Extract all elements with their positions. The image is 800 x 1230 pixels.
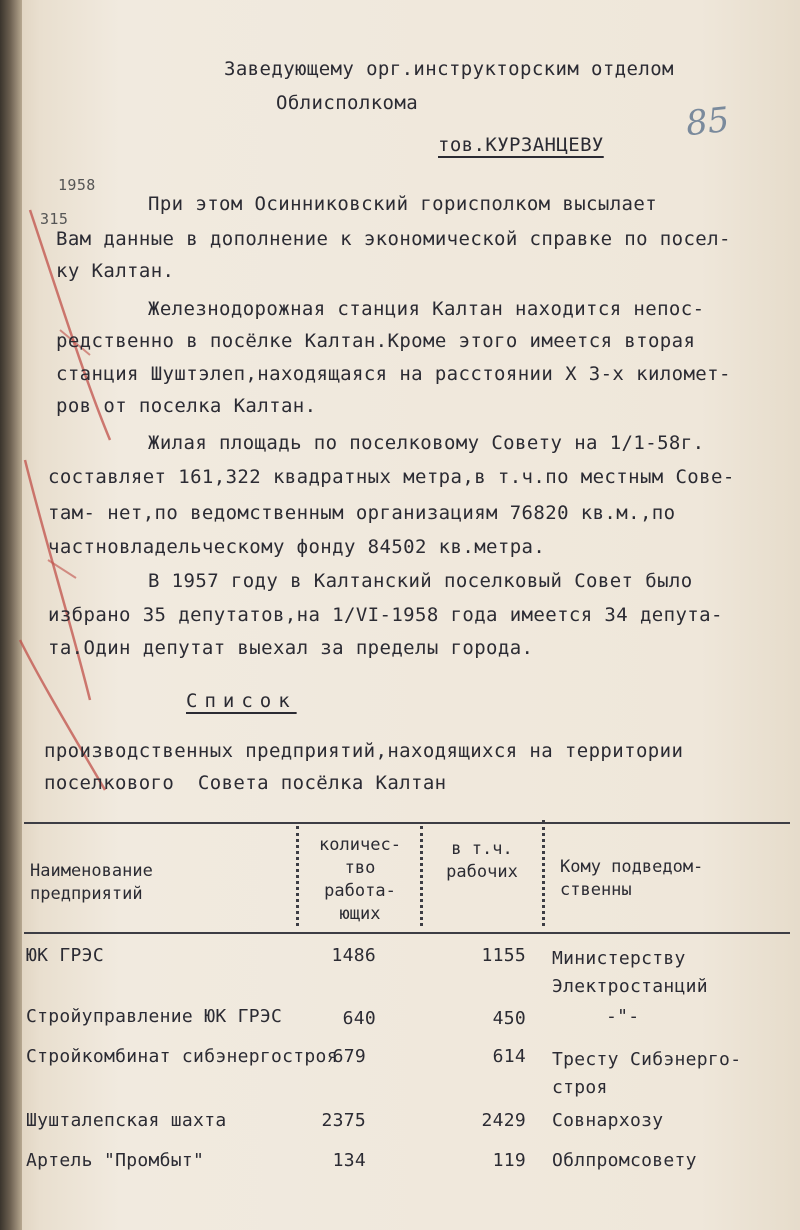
table-top-rule [24, 822, 790, 824]
table-row-4-count: 2375 [321, 1110, 366, 1131]
p2-line-4: ров от поселка Калтан. [56, 395, 317, 417]
table-row-1-subordination: Министерству Электростанций [552, 948, 708, 997]
addressee-name: тов.КУРЗАНЦЕВУ [438, 134, 604, 156]
list-subtitle-1: производственных предприятий,находящихся на территории [44, 740, 684, 762]
table-row-2-name: Стройуправление ЮК ГРЭС [26, 1006, 283, 1027]
list-title: Список [186, 690, 297, 712]
table-row-4-subordination: Совнархозу [552, 1110, 664, 1131]
col-divider-1 [296, 826, 299, 926]
table-row-5-workers: 119 [492, 1150, 526, 1171]
header-name: Наименование предприятий [30, 861, 153, 904]
table-row-2-count: 640 [342, 1008, 376, 1029]
p4-line-3: та.Один депутат выехал за пределы города. [48, 637, 534, 659]
table-row-2-workers: 450 [492, 1008, 526, 1029]
p3-line-1: Жилая площадь по поселковому Совету на 1/1-58г. [148, 432, 705, 454]
header-workers: в т.ч. рабочих [446, 839, 518, 882]
margin-number: 315 [40, 210, 69, 228]
p1-line-2: Вам данные в дополнение к экономической справке по посел- [56, 228, 731, 250]
table-header-rule [24, 932, 790, 934]
table-row-1-name: ЮК ГРЭС [26, 945, 104, 966]
table-row-3-name: Стройкомбинат сибэнергостроя [26, 1046, 338, 1067]
p2-line-1: Железнодорожная станция Калтан находится непос- [148, 298, 705, 320]
table-row-3-count: 679 [332, 1046, 366, 1067]
table-row-3-subordination: Тресту Сибэнерго- строя [552, 1049, 742, 1098]
table-row-4-workers: 2429 [481, 1110, 526, 1131]
p2-line-2: редственно в посёлке Калтан.Кроме этого имеется вторая [56, 330, 696, 352]
table-row-2-subordination: -"- [606, 1006, 640, 1027]
p3-line-3: там- нет,по ведомственным организациям 76820 кв.м.,по [48, 502, 676, 524]
addressee-line-2: Облисполкома [276, 92, 419, 114]
p1-line-3: ку Калтан. [56, 260, 175, 282]
table-row-5-count: 134 [332, 1150, 366, 1171]
table-row-4-name: Шушталепская шахта [26, 1110, 227, 1131]
table-row-1-workers: 1155 [481, 945, 526, 966]
table-row-1-count: 1486 [331, 945, 376, 966]
addressee-line-1: Заведующему орг.инструкторским отделом [224, 58, 674, 80]
p4-line-2: избрано 35 депутатов,на 1/VI-1958 года имеется 34 депута- [48, 604, 723, 626]
table-row-5-subordination: Облпромсовету [552, 1150, 697, 1171]
margin-date: 1958 [58, 176, 96, 194]
p2-line-3: станция Шуштэлеп,находящаяся на расстоянии X 3-х километ- [56, 363, 731, 385]
list-subtitle-2: поселкового Совета посёлка Калтан [44, 772, 447, 794]
p4-line-1: В 1957 году в Калтанский поселковый Совет было [148, 570, 693, 592]
col-divider-3 [542, 820, 545, 926]
pencil-annotation: 85 [684, 99, 732, 145]
table-row-5-name: Артель "Промбыт" [26, 1150, 205, 1171]
table-row-3-workers: 614 [492, 1046, 526, 1067]
p3-line-2: составляет 161,322 квадратных метра,в т.ч.по местным Сове- [48, 466, 735, 488]
col-divider-2 [420, 826, 423, 926]
header-subordination: Кому подведом- ственны [560, 857, 704, 900]
p1-line-1: При этом Осинниковский горисполком высылает [148, 193, 658, 215]
p3-line-4: частновладельческому фонду 84502 кв.метра. [48, 536, 546, 558]
header-count: количес- тво работа- ющих [319, 835, 401, 924]
